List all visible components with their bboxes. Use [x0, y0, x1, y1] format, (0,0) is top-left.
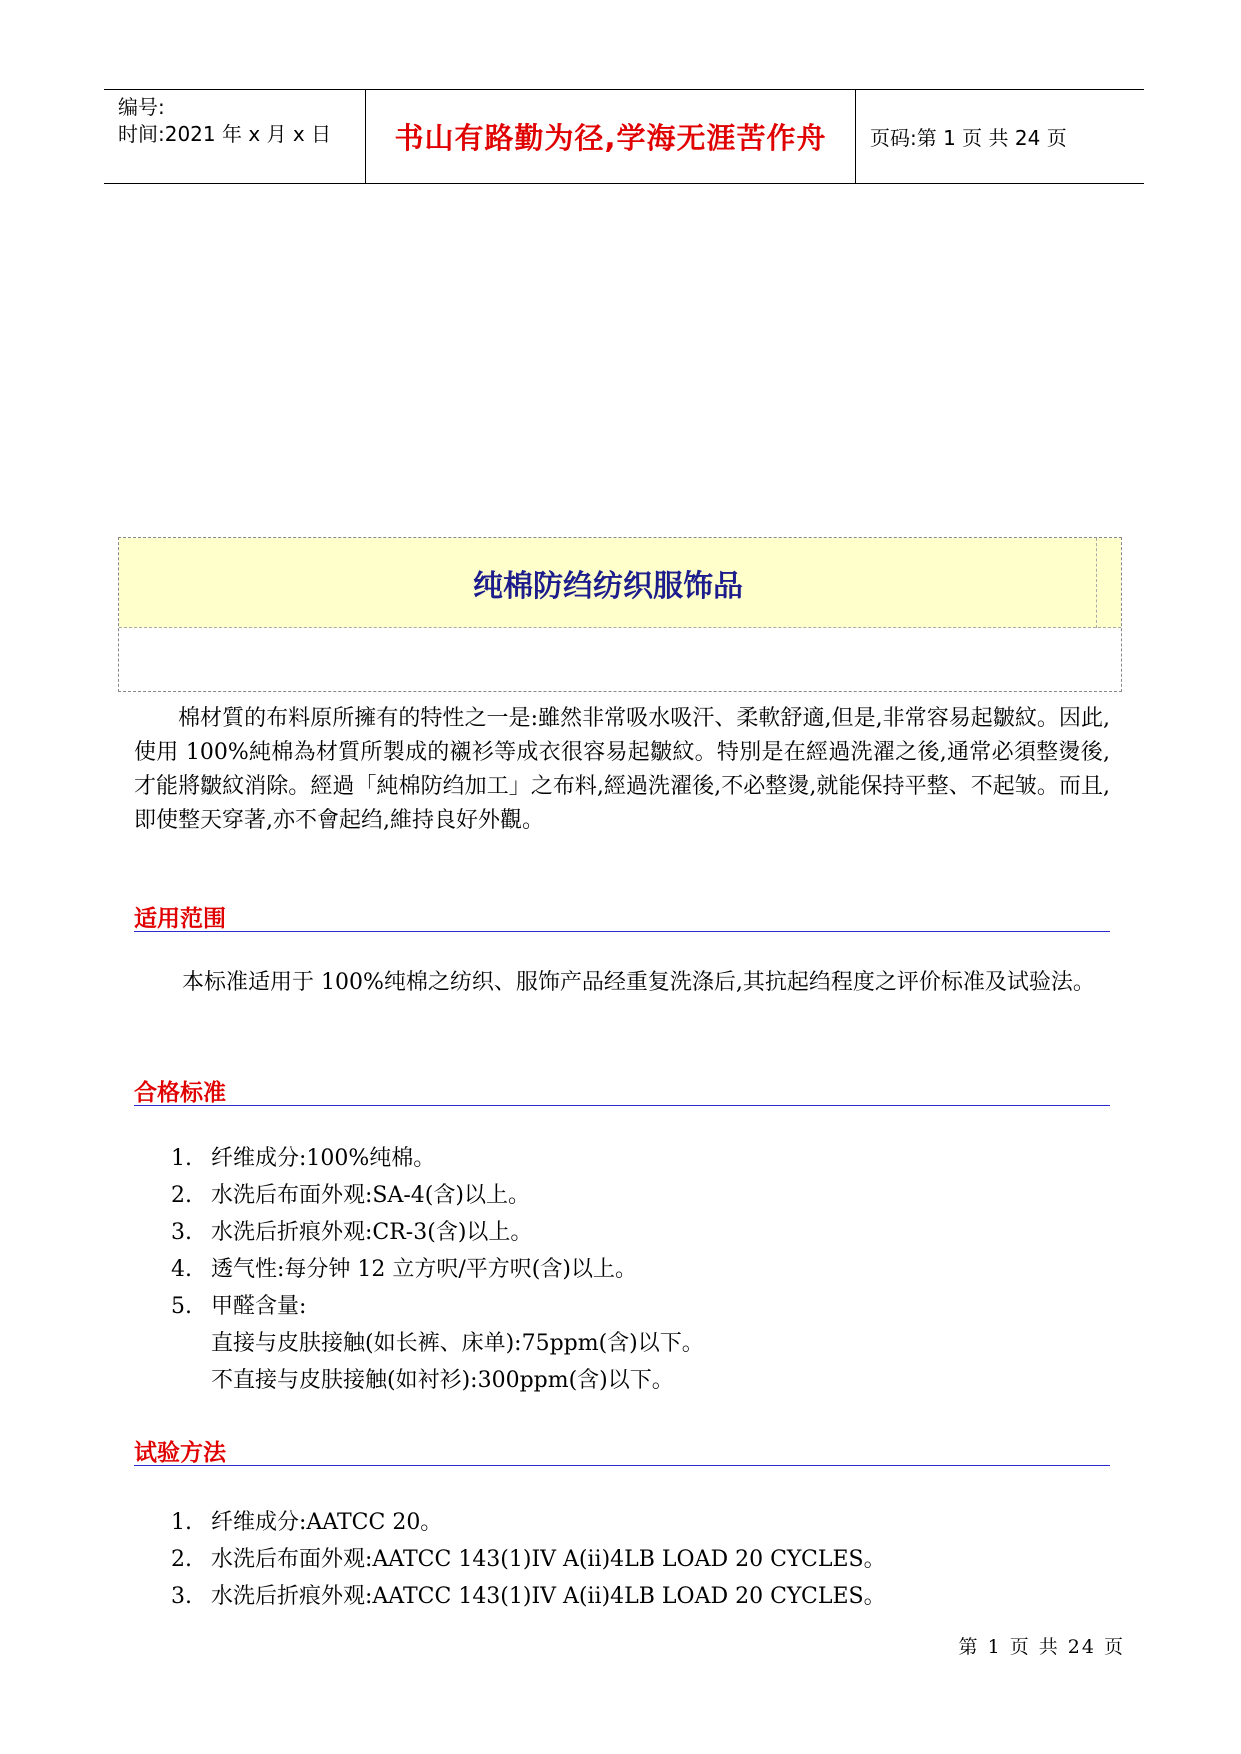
- method-list: [171, 1504, 886, 1615]
- document-title: 纯棉防绉纺织服饰品: [473, 569, 743, 604]
- time-label: 时间:2021 年 x 月 x 日: [118, 122, 332, 146]
- section-heading-standard: 合格标准: [134, 1074, 1110, 1106]
- title-box: [118, 537, 1122, 692]
- section-heading-method: 试验方法: [134, 1434, 1110, 1466]
- motto: 书山有路勤为径,学海无涯苦作舟: [366, 90, 856, 183]
- list-subitem: 不直接与皮肤接触(如衬衫):300ppm(含)以下。: [211, 1368, 674, 1393]
- list-item: 2. 水洗后布面外观:SA-4(含)以上。: [171, 1183, 530, 1208]
- list-item: 3. 水洗后折痕外观:CR-3(含)以上。: [171, 1220, 533, 1245]
- page-footer: 第 1 页 共 24 页: [958, 1636, 1125, 1658]
- id-label: 编号:: [118, 95, 165, 119]
- list-item: 1. 纤维成分:AATCC 20。: [171, 1510, 443, 1535]
- section-heading-scope: 适用范围: [134, 900, 1110, 932]
- list-subitem: 直接与皮肤接触(如长裤、床单):75ppm(含)以下。: [211, 1331, 704, 1356]
- list-item: 2. 水洗后布面外观:AATCC 143(1)IV A(ii)4LB LOAD 20 CYCLES。: [171, 1547, 886, 1572]
- intro-paragraph: 棉材質的布料原所擁有的特性之一是:雖然非常吸水吸汗、柔軟舒適,但是,非常容易起皺紋。因此,使用 100%純棉為材質所製成的襯衫等成衣很容易起皺紋。特別是在經過洗濯之後,通常必須整燙後,才能將皺紋消除。經過「純棉防绉加工」之布料,經過洗濯後,不必整燙,就能保持平整、不起皱。而且,即使整天穿著,亦不會起绉,維持良好外觀。: [134, 706, 1110, 833]
- list-item: 3. 水洗后折痕外观:AATCC 143(1)IV A(ii)4LB LOAD 20 CYCLES。: [171, 1584, 886, 1609]
- list-item: 1. 纤维成分:100%纯棉。: [171, 1146, 436, 1171]
- header-table: [104, 89, 1144, 184]
- standard-list: [171, 1140, 704, 1399]
- page-info: 页码:第 1 页 共 24 页: [870, 126, 1067, 150]
- list-item: 4. 透气性:每分钟 12 立方呎/平方呎(含)以上。: [171, 1257, 637, 1282]
- list-item: 5. 甲醛含量:: [171, 1294, 307, 1319]
- header-meta: [104, 90, 366, 183]
- scope-paragraph: 本标准适用于 100%纯棉之纺织、服饰产品经重复洗涤后,其抗起绉程度之评价标准及试验法。: [182, 970, 1095, 995]
